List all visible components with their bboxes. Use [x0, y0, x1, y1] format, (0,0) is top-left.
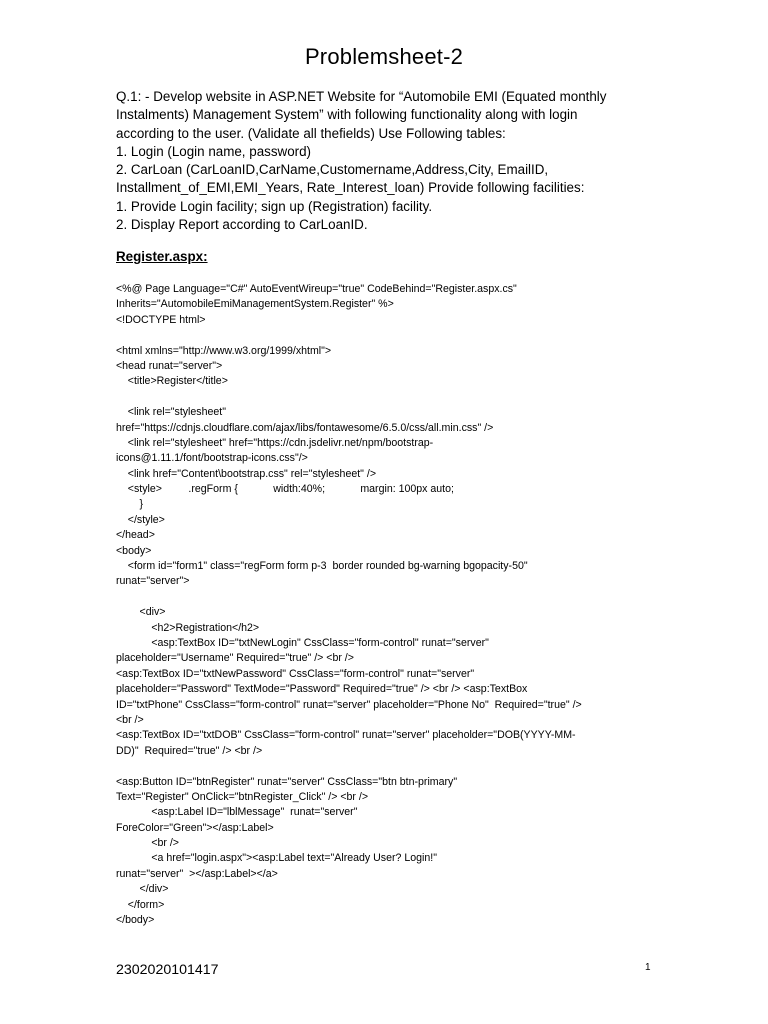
code-line	[116, 328, 656, 343]
code-line: </head>	[116, 529, 155, 542]
code-line: <asp:Label ID="lblMessage" runat="server"	[116, 806, 358, 819]
code-line: ID="txtPhone" CssClass="form-control" runat="server" placeholder="Phone No" Required="true" />	[116, 698, 582, 711]
code-line: <head runat="server">	[116, 359, 223, 372]
code-line: <link rel="stylesheet" href="https://cdn.jsdelivr.net/npm/bootstrap-	[116, 436, 434, 449]
code-line: <style> .regForm { width:40%; margin: 100px auto;	[116, 483, 454, 496]
code-line: runat="server" ></asp:Label></a>	[116, 867, 278, 880]
code-line: <title>Register</title>	[116, 375, 228, 388]
code-line: runat="server">	[116, 575, 190, 588]
question-line: 2. Display Report according to CarLoanID.	[116, 217, 368, 233]
code-line: <asp:TextBox ID="txtNewPassword" CssClass="form-control" runat="server"	[116, 667, 475, 680]
code-line: </style>	[116, 513, 165, 526]
code-line: </form>	[116, 898, 165, 911]
question-line: Installment_of_EMI,EMI_Years, Rate_Interest_loan) Provide following facilities:	[116, 180, 585, 196]
code-line: placeholder="Password" TextMode="Password" Required="true" /> <br /> <asp:TextBox	[116, 683, 528, 696]
code-listing	[116, 282, 656, 928]
code-line: placeholder="Username" Required="true" /> <br />	[116, 652, 354, 665]
code-line: icons@1.11.1/font/bootstrap-icons.css"/>	[116, 452, 308, 465]
code-line: <h2>Registration</h2>	[116, 621, 260, 634]
code-line: </body>	[116, 914, 155, 927]
code-line: <%@ Page Language="C#" AutoEventWireup="true" CodeBehind="Register.aspx.cs"	[116, 283, 517, 295]
code-line: </div>	[116, 883, 169, 896]
code-line: <br />	[116, 713, 144, 726]
code-line: <asp:TextBox ID="txtDOB" CssClass="form-control" runat="server" placeholder="DOB(YYYY-MM-	[116, 729, 576, 742]
code-line: Text="Register" OnClick="btnRegister_Click" /> <br />	[116, 790, 369, 803]
code-line	[116, 759, 656, 774]
code-line: <asp:TextBox ID="txtNewLogin" CssClass="form-control" runat="server"	[116, 636, 489, 649]
code-line: <div>	[116, 606, 166, 619]
question-line: 1. Login (Login name, password)	[116, 143, 312, 159]
code-line: }	[116, 498, 144, 511]
question-line: Instalments) Management System” with following functionality along with login	[116, 107, 578, 123]
question-line: 2. CarLoan (CarLoanID,CarName,Customername,Address,City, EmailID,	[116, 162, 549, 178]
code-line: <form id="form1" class="regForm form p-3 border rounded bg-warning bgopacity-50"	[116, 560, 528, 573]
code-line: <link href="Content\bootstrap.css" rel="stylesheet" />	[116, 467, 377, 480]
section-heading: Register.aspx:	[116, 249, 208, 264]
question-line: 1. Provide Login facility; sign up (Registration) facility.	[116, 198, 433, 214]
footer-student-id: 2302020101417	[116, 962, 219, 978]
code-line: DD)" Required="true" /> <br />	[116, 744, 263, 757]
code-line: <body>	[116, 544, 152, 557]
code-line: Inherits="AutomobileEmiManagementSystem.Register" %>	[116, 298, 394, 311]
page-title: Problemsheet-2	[304, 44, 464, 69]
question-line: Q.1: - Develop website in ASP.NET Website for “Automobile EMI (Equated monthly	[116, 89, 607, 104]
code-line: <asp:Button ID="btnRegister" runat="server" CssClass="btn btn-primary"	[116, 775, 458, 788]
code-line: <a href="login.aspx"><asp:Label text="Already User? Login!"	[116, 852, 437, 865]
code-line: <html xmlns="http://www.w3.org/1999/xhtml">	[116, 344, 332, 357]
code-line: <link rel="stylesheet"	[116, 406, 226, 419]
question-text	[116, 88, 656, 234]
code-line	[116, 390, 656, 405]
page-number: 1	[645, 962, 651, 973]
question-line: according to the user. (Validate all thefields) Use Following tables:	[116, 125, 506, 141]
code-line: <br />	[116, 837, 179, 850]
code-line: href="https://cdnjs.cloudflare.com/ajax/libs/fontawesome/6.5.0/css/all.min.css" />	[116, 421, 494, 434]
code-line: <!DOCTYPE html>	[116, 313, 206, 326]
code-line: ForeColor="Green"></asp:Label>	[116, 821, 274, 834]
code-line	[116, 590, 656, 605]
